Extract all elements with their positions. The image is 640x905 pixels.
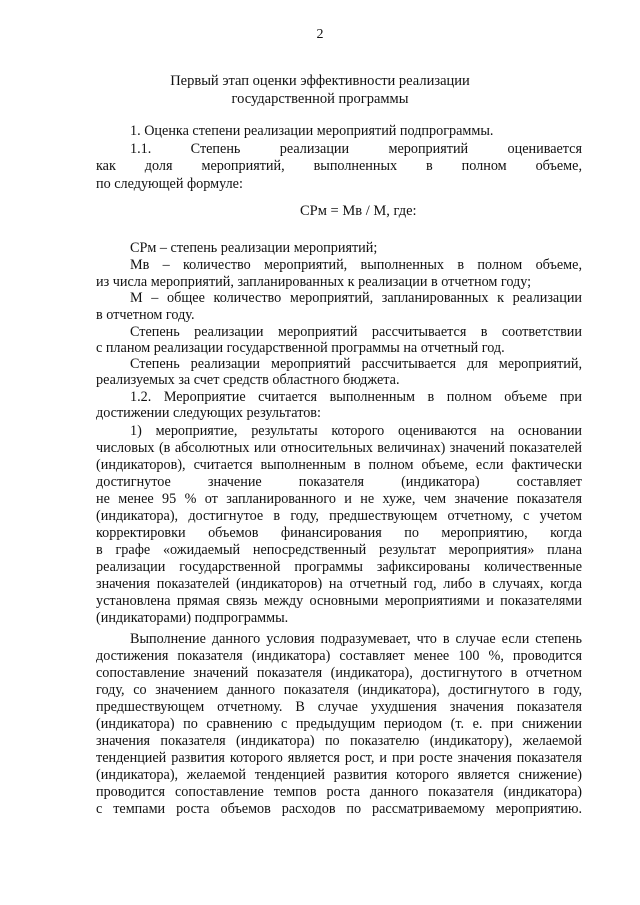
body-line: тенденцией развития которого является рост, и при росте значения показателя	[96, 750, 582, 766]
body-line: в отчетном году.	[96, 307, 195, 323]
body-line: с планом реализации государственной программы на отчетный год.	[96, 340, 505, 356]
body-line: Степень реализации мероприятий рассчитывается в соответствии	[130, 324, 582, 340]
body-line: Степень реализации мероприятий рассчитывается для мероприятий,	[130, 356, 582, 372]
body-line: установлена прямая связь между основными мероприятиями и показателями	[96, 593, 582, 609]
body-line: Выполнение данного условия подразумевает, что в случае если степень	[130, 631, 582, 647]
section-title-line-2: государственной программы	[231, 91, 409, 107]
formula: СРм = Мв / М, где:	[300, 203, 417, 219]
body-line: (индикатора), желаемой тенденцией развития которого является снижение)	[96, 767, 582, 783]
body-line: М – общее количество мероприятий, запланированных к реализации	[130, 290, 582, 306]
body-line: в графе «ожидаемый непосредственный результат мероприятия» плана	[96, 542, 582, 558]
body-line: (индикатора) по сравнению с предыдущим периодом (т. е. при снижении	[96, 716, 582, 732]
body-line: году, со значением данного показателя (индикатора), достигнутого в году,	[96, 682, 582, 698]
body-line: достижения показателя (индикатора) составляет менее 100 %, проводится	[96, 648, 582, 664]
body-line: (индикаторов), считается выполненным в полном объеме, если фактически	[96, 457, 582, 473]
body-line: (индикаторами) подпрограммы.	[96, 610, 289, 626]
body-line: 1.1. Степень реализации мероприятий оценивается	[130, 141, 582, 157]
section-title	[60, 72, 580, 108]
body-line: реализации государственной программы зафиксированы количественные	[96, 559, 582, 575]
body-line: достижении следующих результатов:	[96, 405, 321, 421]
body-line: значения показателя (индикатора) по показателю (индикатору), желаемой	[96, 733, 582, 749]
body-line: 1. Оценка степени реализации мероприятий подпрограммы.	[130, 123, 494, 139]
body-line: не менее 95 % от запланированного и не хуже, чем значение показателя	[96, 491, 582, 507]
body-line: (индикатора), достигнутое в году, предшествующем отчетному, с учетом	[96, 508, 582, 524]
body-line: сопоставление значений показателя (индикатора), достигнутого в отчетном	[96, 665, 582, 681]
body-line: СРм – степень реализации мероприятий;	[130, 240, 378, 256]
section-title-line-1: Первый этап оценки эффективности реализации	[170, 73, 470, 89]
body-line: 1) мероприятие, результаты которого оцениваются на основании	[130, 423, 582, 439]
page-number: 2	[316, 27, 324, 42]
body-line: с темпами роста объемов расходов по рассматриваемому мероприятию.	[96, 801, 582, 817]
body-line: проводится сопоставление темпов роста данного показателя (индикатора)	[96, 784, 582, 800]
body-line: Мв – количество мероприятий, выполненных в полном объеме,	[130, 257, 582, 273]
body-line: значения показателей (индикаторов) на отчетный год, либо в случаях, когда	[96, 576, 582, 592]
body-line: по следующей формуле:	[96, 176, 243, 192]
body-line: реализуемых за счет средств областного бюджета.	[96, 372, 400, 388]
body-line: достигнутое значение показателя (индикатора) составляет	[96, 474, 582, 490]
body-line: 1.2. Мероприятие считается выполненным в полном объеме при	[130, 389, 582, 405]
body-line: предшествующем отчетному. В случае ухудшения значения показателя	[96, 699, 582, 715]
body-line: как доля мероприятий, выполненных в полном объеме,	[96, 158, 582, 174]
body-line: числовых (в абсолютных или относительных величинах) значений показателей	[96, 440, 582, 456]
body-line: из числа мероприятий, запланированных к реализации в отчетном году;	[96, 274, 532, 290]
body-line: корректировки объемов финансирования по мероприятию, когда	[96, 525, 582, 541]
